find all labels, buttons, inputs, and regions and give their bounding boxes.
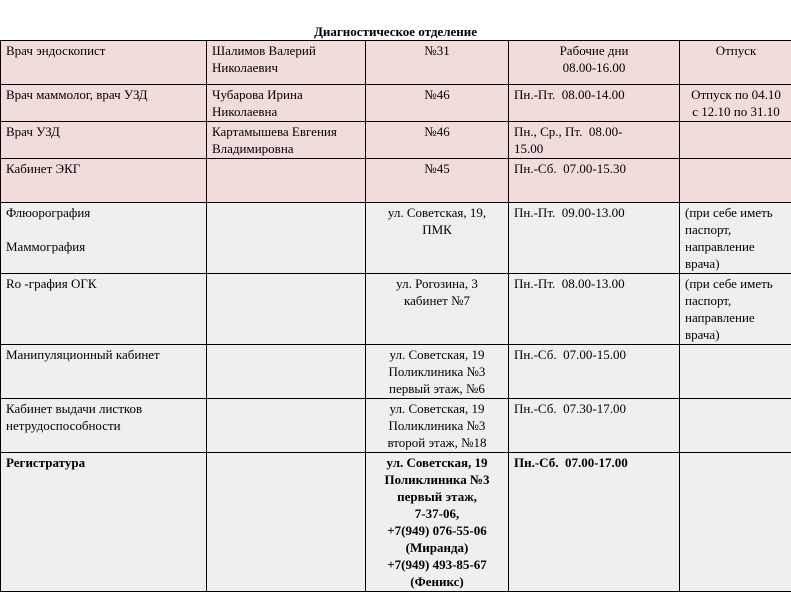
cell-place: [366, 345, 509, 399]
cell-text-line: Поликлиника №3: [371, 471, 503, 488]
cell-text-line: Манипуляционный кабинет: [6, 346, 201, 363]
table-row: [1, 345, 791, 399]
cell-text-line: Пн.-Пт. 09.00-13.00: [514, 204, 674, 221]
cell-text-line: ул. Советская, 19: [371, 400, 503, 417]
cell-text-line: Чубарова Ирина: [212, 86, 360, 103]
cell-text-line: (Миранда): [371, 539, 503, 556]
cell-text-line: Пн.-Сб. 07.00-17.00: [514, 454, 674, 471]
cell-text-line: Отпуск: [685, 42, 787, 59]
cell-text-line: Маммография: [6, 238, 201, 255]
cell-note: [680, 399, 791, 453]
cell-text-line: ул. Советская, 19: [371, 346, 503, 363]
cell-text-line: Поликлиника №3: [371, 363, 503, 380]
cell-text-line: №46: [371, 86, 503, 103]
table-row: [1, 41, 791, 85]
cell-name: [1, 274, 207, 345]
cell-text-line: 08.00-16.00: [514, 59, 674, 76]
cell-note: [680, 453, 791, 592]
cell-person: [207, 85, 366, 122]
cell-hours: [509, 399, 680, 453]
cell-text-line: Флюорография: [6, 204, 201, 221]
cell-text-line: первый этаж, №6: [371, 380, 503, 397]
cell-text-line: 7-37-06,: [371, 505, 503, 522]
cell-text-line: паспорт,: [685, 221, 787, 238]
table-row: [1, 399, 791, 453]
cell-person: [207, 399, 366, 453]
cell-person: [207, 122, 366, 159]
cell-text-line: №31: [371, 42, 503, 59]
cell-hours: [509, 159, 680, 203]
cell-text-line: +7(949) 076-55-06: [371, 522, 503, 539]
cell-text-line: Отпуск по 04.10: [685, 86, 787, 103]
cell-hours: [509, 274, 680, 345]
cell-hours: [509, 41, 680, 85]
cell-person: [207, 159, 366, 203]
cell-note: [680, 274, 791, 345]
page-title: Диагностическое отделение: [0, 24, 791, 40]
cell-text-line: Николаевна: [212, 103, 360, 120]
schedule-table-body: [1, 41, 791, 592]
cell-text-line: врача): [685, 255, 787, 272]
cell-text-line: (при себе иметь: [685, 204, 787, 221]
cell-person: [207, 203, 366, 274]
cell-text-line: Регистратура: [6, 454, 201, 471]
cell-place: [366, 85, 509, 122]
cell-name: [1, 345, 207, 399]
cell-text-line: врача): [685, 326, 787, 343]
cell-text-line: (Феникс): [371, 573, 503, 590]
cell-hours: [509, 203, 680, 274]
cell-text-line: паспорт,: [685, 292, 787, 309]
cell-name: [1, 159, 207, 203]
cell-place: [366, 453, 509, 592]
cell-text-line: Рабочие дни: [514, 42, 674, 59]
cell-text-line: второй этаж, №18: [371, 434, 503, 451]
cell-name: [1, 85, 207, 122]
cell-text-line: Пн.-Пт. 08.00-13.00: [514, 275, 674, 292]
cell-text-line: направление: [685, 309, 787, 326]
cell-text-line: Врач УЗД: [6, 123, 201, 140]
cell-text-line: [6, 221, 201, 238]
cell-text-line: ПМК: [371, 221, 503, 238]
schedule-table: [0, 40, 791, 592]
cell-person: [207, 345, 366, 399]
cell-note: [680, 159, 791, 203]
cell-text-line: Кабинет ЭКГ: [6, 160, 201, 177]
cell-text-line: Поликлиника №3: [371, 417, 503, 434]
cell-hours: [509, 453, 680, 592]
cell-hours: [509, 85, 680, 122]
cell-text-line: Пн.-Сб. 07.30-17.00: [514, 400, 674, 417]
cell-note: [680, 85, 791, 122]
cell-hours: [509, 122, 680, 159]
cell-person: [207, 274, 366, 345]
cell-text-line: Пн.-Пт. 08.00-14.00: [514, 86, 674, 103]
cell-text-line: с 12.10 по 31.10: [685, 103, 787, 120]
cell-name: [1, 453, 207, 592]
cell-note: [680, 203, 791, 274]
cell-text-line: Кабинет выдачи листков: [6, 400, 201, 417]
cell-text-line: Пн., Ср., Пт. 08.00-: [514, 123, 674, 140]
cell-text-line: №46: [371, 123, 503, 140]
cell-place: [366, 274, 509, 345]
cell-hours: [509, 345, 680, 399]
cell-note: [680, 41, 791, 85]
cell-text-line: ул. Рогозина, 3: [371, 275, 503, 292]
cell-person: [207, 453, 366, 592]
cell-text-line: ул. Советская, 19,: [371, 204, 503, 221]
cell-text-line: Владимировна: [212, 140, 360, 157]
cell-text-line: первый этаж,: [371, 488, 503, 505]
table-row: [1, 159, 791, 203]
table-row: [1, 274, 791, 345]
cell-name: [1, 399, 207, 453]
cell-place: [366, 159, 509, 203]
cell-place: [366, 122, 509, 159]
cell-place: [366, 41, 509, 85]
cell-note: [680, 122, 791, 159]
cell-text-line: ул. Советская, 19: [371, 454, 503, 471]
cell-text-line: нетрудоспособности: [6, 417, 201, 434]
cell-text-line: кабинет №7: [371, 292, 503, 309]
cell-text-line: Николаевич: [212, 59, 360, 76]
cell-text-line: Ro -графия ОГК: [6, 275, 201, 292]
cell-text-line: +7(949) 493-85-67: [371, 556, 503, 573]
cell-text-line: (при себе иметь: [685, 275, 787, 292]
cell-text-line: Пн.-Сб. 07.00-15.00: [514, 346, 674, 363]
cell-name: [1, 203, 207, 274]
cell-text-line: Врач маммолог, врач УЗД: [6, 86, 201, 103]
cell-text-line: 15.00: [514, 140, 674, 157]
cell-name: [1, 122, 207, 159]
cell-person: [207, 41, 366, 85]
cell-text-line: №45: [371, 160, 503, 177]
cell-text-line: Врач эндоскопист: [6, 42, 201, 59]
cell-name: [1, 41, 207, 85]
cell-place: [366, 399, 509, 453]
cell-note: [680, 345, 791, 399]
cell-text-line: направление: [685, 238, 787, 255]
table-row: [1, 203, 791, 274]
table-row: [1, 122, 791, 159]
cell-text-line: Пн.-Сб. 07.00-15.30: [514, 160, 674, 177]
cell-text-line: Картамышева Евгения: [212, 123, 360, 140]
cell-text-line: Шалимов Валерий: [212, 42, 360, 59]
table-row: [1, 453, 791, 592]
cell-place: [366, 203, 509, 274]
table-row: [1, 85, 791, 122]
